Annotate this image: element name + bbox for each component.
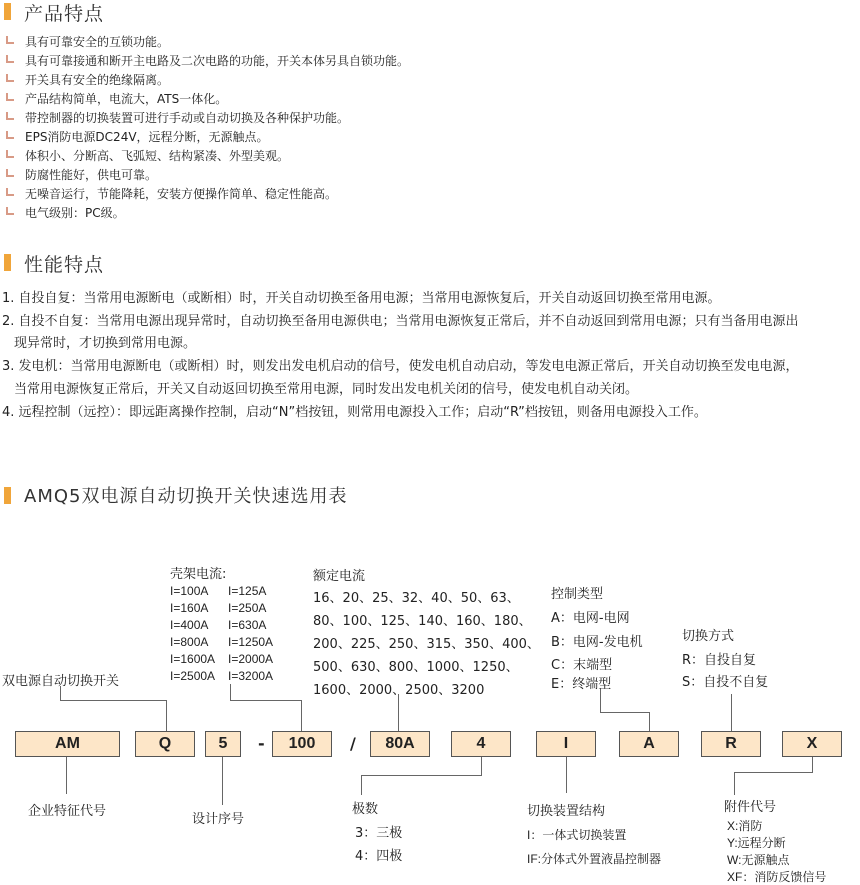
frame-current-value: I=630A	[228, 618, 267, 632]
poles-option: 4：四极	[355, 849, 403, 864]
label-design-no: 设计序号	[192, 812, 245, 827]
connector-line	[731, 694, 732, 731]
frame-current-value: I=2500A	[170, 669, 216, 683]
section-title-features: 产品特点	[24, 3, 105, 25]
frame-current-title: 壳架电流:	[170, 567, 227, 582]
feature-item: 体积小、分断高、飞弧短、结构紧凑、外型美观。	[25, 149, 290, 163]
code-box-i: I	[536, 731, 596, 757]
structure-option: I：一体式切换装置	[527, 828, 627, 842]
rated-current-row: 500、630、800、1000、1250、	[313, 660, 519, 675]
bullet-icon	[6, 131, 14, 139]
performance-item: 3. 发电机：当常用电源断电（或断相）时，则发出发电机启动的信号，使发电机自动启动，等发电电源正常后，开关自动切换至发电电源，	[2, 359, 799, 374]
control-type-option: A：电网-电网	[551, 611, 630, 626]
connector-line	[600, 712, 650, 713]
frame-current-value: I=160A	[170, 601, 209, 615]
connector-line	[166, 700, 167, 731]
code-separator-dash: -	[258, 734, 265, 753]
control-type-option: B：电网-发电机	[551, 635, 643, 650]
connector-line	[361, 775, 362, 795]
section-title-selection: AMQ5双电源自动切换开关快速选用表	[24, 486, 348, 507]
code-box-80a: 80A	[370, 731, 430, 757]
connector-line	[60, 700, 167, 701]
structure-title: 切换装置结构	[527, 804, 606, 819]
connector-line	[734, 772, 813, 773]
connector-line	[812, 757, 813, 773]
connector-line	[230, 684, 231, 701]
frame-current-value: I=3200A	[228, 669, 274, 683]
feature-item: EPS消防电源DC24V，远程分断，无源触点。	[25, 130, 269, 144]
accessory-option: XF：消防反馈信号	[727, 870, 827, 884]
label-switch-name: 双电源自动切换开关	[2, 674, 120, 689]
code-box-x: X	[782, 731, 842, 757]
feature-item: 开关具有安全的绝缘隔离。	[25, 73, 170, 87]
switching-mode-title: 切换方式	[682, 629, 735, 644]
accessory-title: 附件代号	[724, 800, 777, 815]
rated-current-row: 200、225、250、315、350、400、	[313, 637, 540, 652]
structure-option: IF:分体式外置液晶控制器	[527, 852, 661, 866]
feature-item: 具有可靠接通和断开主电路及二次电路的功能，开关本体另具自锁功能。	[25, 54, 410, 68]
connector-line	[398, 694, 399, 731]
bullet-icon	[6, 150, 14, 158]
code-box-4: 4	[451, 731, 511, 757]
feature-item: 防腐性能好，供电可靠。	[25, 168, 158, 182]
frame-current-value: I=2000A	[228, 652, 274, 666]
bullet-icon	[6, 36, 14, 44]
code-box-a: A	[619, 731, 679, 757]
bullet-icon	[6, 169, 14, 177]
poles-option: 3：三极	[355, 826, 403, 841]
section-title-performance: 性能特点	[24, 254, 105, 276]
feature-item: 具有可靠安全的互锁功能。	[25, 35, 170, 49]
bullet-icon	[6, 188, 14, 196]
connector-line	[301, 700, 302, 731]
rated-current-row: 16、20、25、32、40、50、63、	[313, 591, 520, 606]
code-separator-slash: /	[350, 734, 356, 753]
connector-line	[361, 775, 482, 776]
connector-line	[734, 772, 735, 795]
performance-item-continued: 现异常时，才切换到常用电源。	[14, 336, 197, 351]
section-marker-selection	[4, 487, 11, 504]
feature-item: 带控制器的切换装置可进行手动或自动切换及各种保护功能。	[25, 111, 350, 125]
code-box-am: AM	[15, 731, 120, 757]
connector-line	[649, 712, 650, 731]
code-box-100: 100	[272, 731, 332, 757]
bullet-icon	[6, 74, 14, 82]
section-marker-features	[4, 3, 11, 20]
rated-current-row: 80、100、125、140、160、180、	[313, 614, 532, 629]
accessory-option: Y:远程分断	[727, 836, 786, 850]
connector-line	[566, 757, 567, 793]
frame-current-value: I=125A	[228, 584, 267, 598]
frame-current-value: I=250A	[228, 601, 267, 615]
label-company-code: 企业特征代号	[28, 804, 107, 819]
frame-current-value: I=800A	[170, 635, 209, 649]
feature-item: 无噪音运行，节能降耗，安装方便操作简单、稳定性能高。	[25, 187, 338, 201]
accessory-option: X:消防	[727, 819, 763, 833]
connector-line	[66, 757, 67, 794]
connector-line	[230, 700, 302, 701]
performance-item: 4. 远程控制（远控）：即远距离操作控制，启动“N”档按钮，则常用电源投入工作；启动“R”档按钮，则备用电源投入工作。	[2, 405, 707, 420]
bullet-icon	[6, 93, 14, 101]
code-box-5: 5	[205, 731, 241, 757]
connector-line	[222, 757, 223, 805]
frame-current-value: I=400A	[170, 618, 209, 632]
performance-item: 1. 自投自复：当常用电源断电（或断相）时，开关自动切换至备用电源；当常用电源恢复后，开关自动返回切换至常用电源。	[2, 291, 721, 306]
rated-current-row: 1600、2000、2500、3200	[313, 683, 485, 698]
control-type-title: 控制类型	[551, 587, 604, 602]
code-box-q: Q	[135, 731, 195, 757]
control-type-option: C：末端型	[551, 658, 613, 673]
frame-current-value: I=1250A	[228, 635, 274, 649]
bullet-icon	[6, 55, 14, 63]
feature-item: 电气级别：PC级。	[25, 206, 125, 220]
bullet-icon	[6, 207, 14, 215]
accessory-option: W:无源触点	[727, 853, 790, 867]
frame-current-value: I=1600A	[170, 652, 216, 666]
performance-item-continued: 当常用电源恢复正常后，开关又自动返回切换至常用电源，同时发出发电机关闭的信号，使发电机自动关闭。	[14, 382, 639, 397]
code-box-r: R	[701, 731, 761, 757]
switching-mode-option: S：自投不自复	[682, 675, 769, 690]
switching-mode-option: R：自投自复	[682, 653, 757, 668]
frame-current-value: I=100A	[170, 584, 209, 598]
section-marker-performance	[4, 254, 11, 271]
connector-line	[481, 757, 482, 775]
rated-current-title: 额定电流	[313, 569, 366, 584]
bullet-icon	[6, 112, 14, 120]
poles-title: 极数	[352, 802, 379, 817]
performance-item: 2. 自投不自复：当常用电源出现异常时，自动切换至备用电源供电；当常用电源恢复正常后，并不自动返回到常用电源；只有当备用电源出	[2, 314, 799, 329]
control-type-option: E：终端型	[551, 677, 612, 692]
feature-item: 产品结构简单，电流大，ATS一体化。	[25, 92, 228, 106]
